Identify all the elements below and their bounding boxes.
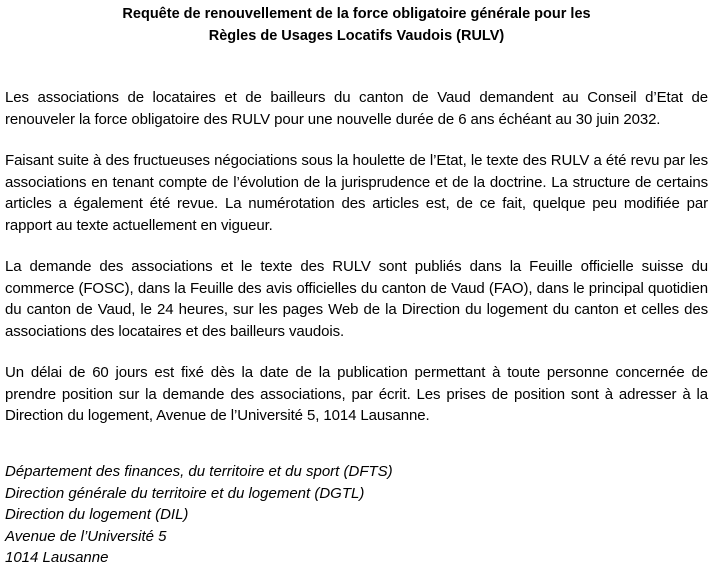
signature-city: 1014 Lausanne <box>5 549 109 566</box>
signature-office: Direction du logement (DIL) <box>5 506 189 523</box>
document-body <box>5 87 708 427</box>
paragraph-request: Les associations de locataires et de bailleurs du canton de Vaud demandent au Conseil d’Etat de renouveler la force obligatoire des RULV pour une nouvelle durée de 6 ans échéant au 30 juin 2032. <box>5 89 708 128</box>
paragraph-deadline: Un délai de 60 jours est fixé dès la date de la publication permettant à toute personne concernée de prendre position sur la demande des associations, par écrit. Les prises de position sont à adresser à la Direction du logement, Avenue de l’Université 5, 1014 Lausanne. <box>5 364 708 424</box>
paragraph-negotiations: Faisant suite à des fructueuses négociations sous la houlette de l’Etat, le texte des RULV a été revu par les associations en tenant compte de l’évolution de la jurisprudence et de la doctrine. La structure de certains articles a également été revue. La numérotation des articles est, de ce fait, quelque peu modifiée par rapport au texte actuellement en vigueur. <box>5 152 708 234</box>
title-line-1: Requête de renouvellement de la force obligatoire générale pour les <box>122 6 591 22</box>
signature-directorate: Direction générale du territoire et du logement (DGTL) <box>5 484 365 502</box>
signature-street: Avenue de l’Université 5 <box>5 527 167 545</box>
title-line-2: Règles de Usages Locatifs Vaudois (RULV) <box>208 28 505 44</box>
signature-department: Département des finances, du territoire et du sport (DFTS) <box>5 463 393 480</box>
paragraph-publication: La demande des associations et le texte des RULV sont publiés dans la Feuille officielle suisse du commerce (FOSC), dans la Feuille des avis officielles du canton de Vaud (FAO), dans le principal quotidien du canton de Vaud, le 24 heures, sur les pages Web de la Direction du logement du canton et celles des associations des locataires et des bailleurs vaudois. <box>5 258 708 340</box>
document-title <box>5 3 708 47</box>
signature-block <box>5 461 393 569</box>
